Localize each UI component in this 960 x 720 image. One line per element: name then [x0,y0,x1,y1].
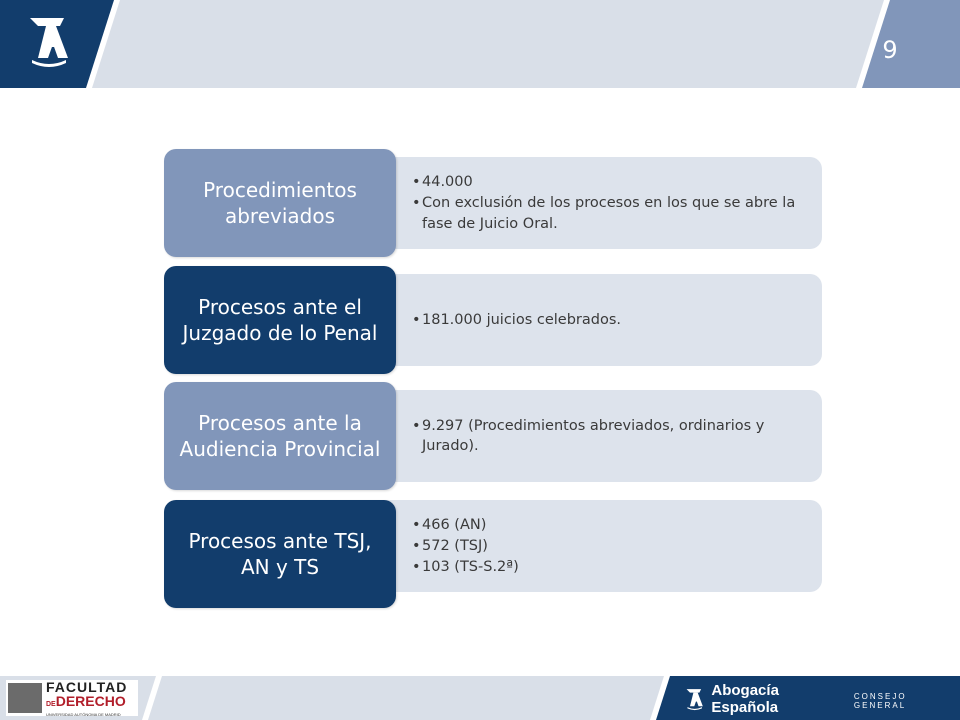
row-label-text: Procesos ante el Juzgado de lo Penal [182,295,378,345]
abogacia-small-icon [684,687,705,711]
facultad-line2 [46,694,127,712]
row-procedimientos-abreviados [164,149,822,257]
row-label [164,500,396,608]
facultad-logo-block [8,683,42,713]
row-label-text: Procesos ante la Audiencia Provincial [179,411,381,461]
bullet-item: • Con exclusión de los procesos en los que se abre la fase de Juicio Oral. [412,193,808,234]
facultad-logo-text [46,680,127,717]
bullet-item: • 9.297 (Procedimientos abreviados, ordinarios y Jurado). [412,416,808,457]
facultad-prefix: DE [46,700,56,708]
row-label-text: Procesos ante TSJ, AN y TS [188,529,372,579]
bullet-item: • 103 (TS-S.2ª) [412,557,519,577]
row-label-text: Procedimientos abreviados [203,178,357,228]
row-tsj-an-ts [164,500,822,608]
row-audiencia-provincial [164,382,822,490]
abogacia-espanola-logo [684,682,960,716]
facultad-line3: UNIVERSIDAD AUTÓNOMA DE MADRID [46,711,121,717]
abogacia-name: Abogacía Española [711,682,779,716]
row-label [164,266,396,374]
header-bands [0,0,960,90]
row-body [364,390,822,482]
bullet-item: • 44.000 [412,172,808,192]
row-body [364,500,822,592]
row-label [164,149,396,257]
facultad-derecho-logo [6,680,138,716]
bullet-item: • 181.000 juicios celebrados. [412,310,621,330]
slide-header [0,0,960,90]
abogacia-subtitle: CONSEJO GENERAL [853,692,907,710]
page-number: 9 [882,36,898,64]
bullet-list [364,171,822,235]
bullet-item: • 572 (TSJ) [412,536,519,556]
abogacia-logo-icon [24,14,74,68]
bullet-list [364,309,635,331]
bullet-list [364,415,822,458]
row-juzgado-penal [164,266,822,374]
row-label [164,382,396,490]
bullet-item: • 466 (AN) [412,515,519,535]
row-body [364,157,822,249]
facultad-line1: FACULTAD [46,678,128,695]
facultad-line2-text: DERECHO [55,692,126,709]
row-body [364,274,822,366]
